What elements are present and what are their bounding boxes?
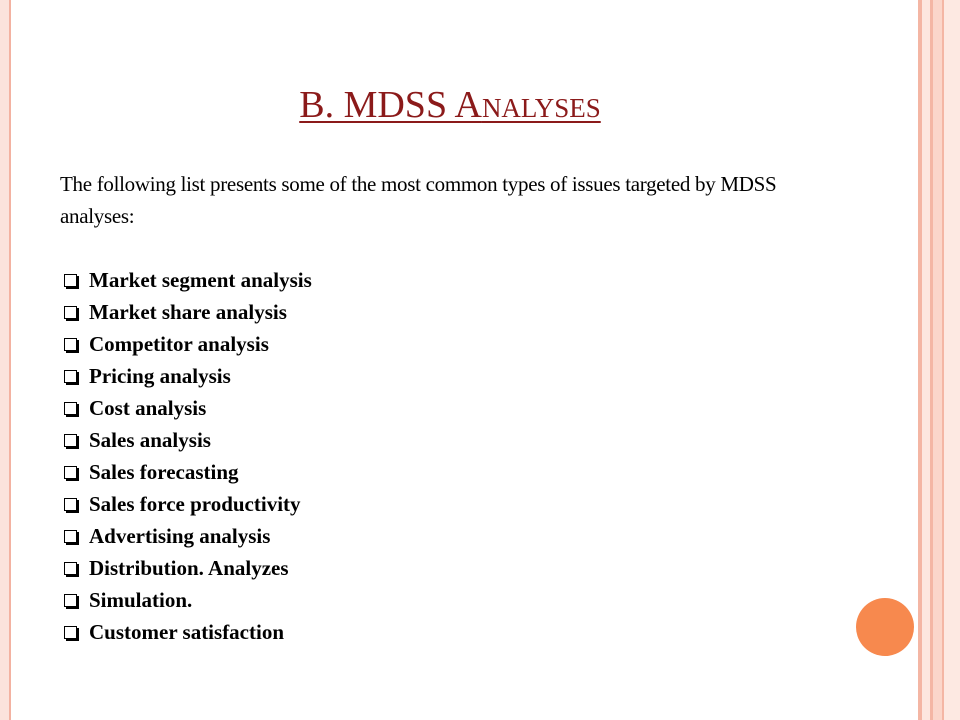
list-item-label: Sales force productivity [89,491,301,516]
right-decorative-stripe [933,0,942,720]
right-decorative-stripe [944,0,960,720]
list-item [62,520,312,552]
checkbox-square-icon [64,338,77,351]
list-item [62,456,312,488]
checkbox-square-icon [64,274,77,287]
bullet-list [62,264,312,648]
list-item [62,328,312,360]
title-prefix: B. MDSS A [299,84,482,126]
list-item-label: Customer satisfaction [89,619,285,644]
checkbox-square-icon [64,530,77,543]
list-item [62,296,312,328]
list-item-label: Advertising analysis [89,523,271,548]
list-item [62,392,312,424]
title-smallcaps: nalyses [481,84,601,126]
list-item-label: Cost analysis [89,395,207,420]
checkbox-square-icon [64,402,77,415]
slide-title-text [299,84,601,126]
slide-title [0,83,900,127]
list-item-label: Simulation. [89,587,193,612]
list-item-label: Sales analysis [89,427,211,452]
list-item [62,488,312,520]
list-item-label: Distribution. Analyzes [89,555,289,580]
list-item [62,424,312,456]
list-item-label: Sales forecasting [89,459,239,484]
checkbox-square-icon [64,306,77,319]
list-item [62,360,312,392]
list-item [62,552,312,584]
checkbox-square-icon [64,626,77,639]
checkbox-square-icon [64,498,77,511]
checkbox-square-icon [64,370,77,383]
list-item-label: Market share analysis [89,299,287,324]
list-item [62,616,312,648]
list-item-label: Market segment analysis [89,267,312,292]
checkbox-square-icon [64,594,77,607]
list-item-label: Pricing analysis [89,363,231,388]
list-item [62,584,312,616]
intro-paragraph: The following list presents some of the most common types of issues targeted by MDSS analyses: [60,172,777,228]
list-item [62,264,312,296]
checkbox-square-icon [64,466,77,479]
list-item-label: Competitor analysis [89,331,269,356]
checkbox-square-icon [64,562,77,575]
right-decorative-stripe [922,0,930,720]
checkbox-square-icon [64,434,77,447]
decorative-circle [856,598,914,656]
